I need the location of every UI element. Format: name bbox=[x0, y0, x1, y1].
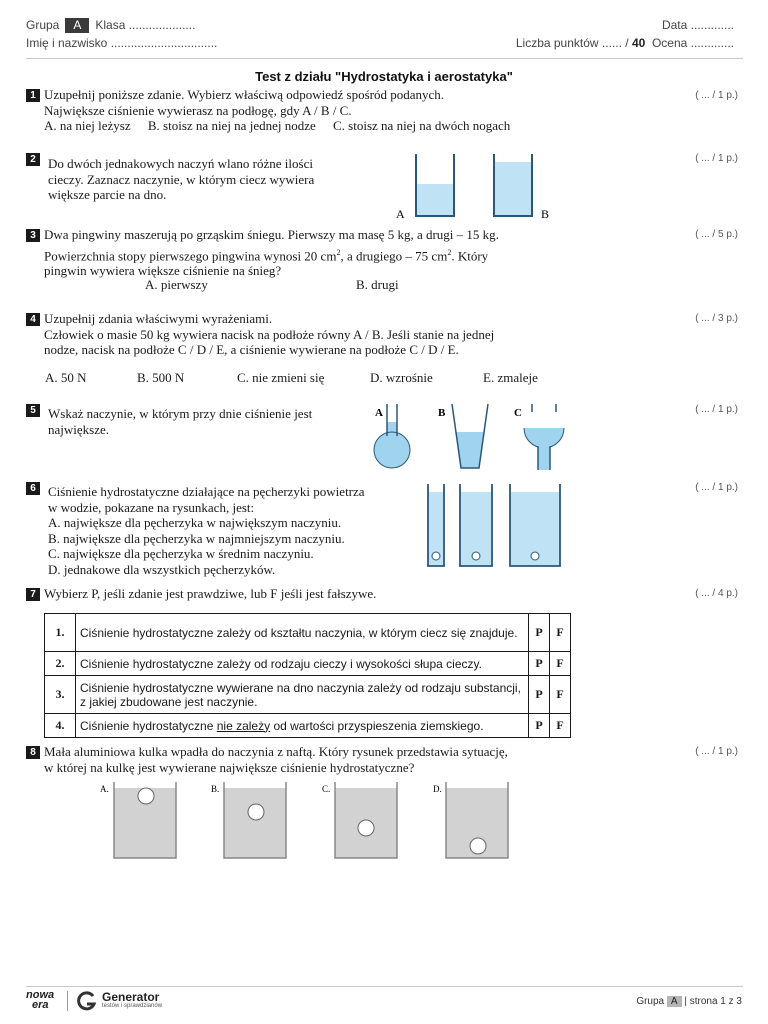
q6-option-c[interactable]: C. największe dla pęcherzyka w średnim naczyniu. bbox=[48, 546, 314, 561]
row-number: 4. bbox=[45, 714, 76, 738]
question-3-line-1: Dwa pingwiny maszerują po grząskim śniegu. Pierwszy ma masę 5 kg, a drugi – 15 kg. bbox=[44, 227, 499, 242]
false-option-cell[interactable]: F bbox=[550, 714, 571, 738]
q6-bubble-small bbox=[432, 552, 440, 560]
q3-l2b: , a drugiego – 75 cm bbox=[340, 247, 448, 263]
ocena-field: Ocena ............. bbox=[651, 36, 734, 50]
q8-vessel-d[interactable] bbox=[446, 782, 508, 858]
grupa-badge: A bbox=[65, 18, 89, 33]
q8-label-c: C. bbox=[322, 784, 331, 794]
q3-l2c: . Który bbox=[451, 247, 489, 263]
punkty-ocena-line bbox=[516, 36, 734, 50]
question-4-line-1: Uzupełnij zdania właściwymi wyrażeniami. bbox=[44, 311, 273, 326]
q8-vessels-figure bbox=[100, 780, 520, 862]
row-4-text-a: Ciśnienie hydrostatyczne bbox=[80, 718, 217, 733]
question-5-text bbox=[48, 406, 312, 437]
row-number: 2. bbox=[45, 652, 76, 676]
q4-option-a[interactable]: A. 50 N bbox=[45, 370, 87, 385]
row-number: 1. bbox=[45, 614, 76, 652]
data-field: Data ............. bbox=[661, 18, 734, 32]
q3-sup-1: 2 bbox=[336, 247, 341, 257]
question-6-text bbox=[48, 484, 365, 577]
q4-option-d[interactable]: D. wzrośnie bbox=[370, 370, 433, 385]
q8-label-a: A. bbox=[100, 784, 109, 794]
q8-vessel-c[interactable] bbox=[335, 782, 397, 858]
q6-bubble-large bbox=[531, 552, 539, 560]
q4-option-c[interactable]: C. nie zmieni się bbox=[237, 370, 325, 385]
question-number-3: 3 bbox=[26, 229, 40, 242]
q5-label-c: C bbox=[514, 407, 522, 419]
nowa-era-logo bbox=[26, 990, 62, 1010]
generator-subtitle: testów i sprawdzianów bbox=[102, 1003, 163, 1009]
row-4-text-b: od wartości przyspieszenia ziemskiego. bbox=[270, 718, 484, 733]
question-number-6: 6 bbox=[26, 482, 40, 495]
question-4-text bbox=[44, 311, 494, 358]
row-statement: Ciśnienie hydrostatyczne zależy od kształtu naczynia, w którym ciecz się znajduje. bbox=[76, 614, 529, 652]
question-4-line-3: nodze, nacisk na podłoże C / D / E, a ciśnienie wywierane na podłoże C / D / E. bbox=[44, 342, 459, 357]
q2-vessels-figure bbox=[396, 150, 556, 224]
q8-label-d: D. bbox=[433, 784, 442, 794]
logo-nowa: nowa bbox=[26, 989, 55, 1001]
true-option-cell[interactable]: P bbox=[529, 652, 550, 676]
q6-option-a[interactable]: A. największe dla pęcherzyka w największym naczyniu. bbox=[48, 515, 342, 530]
q1-option-a[interactable]: A. na niej leżysz bbox=[44, 118, 131, 133]
true-false-table bbox=[44, 613, 571, 738]
question-2-line-1: Do dwóch jednakowych naczyń wlano różne ilości bbox=[48, 156, 313, 171]
false-option-cell[interactable]: F bbox=[550, 676, 571, 714]
q6-vessels-figure bbox=[420, 482, 570, 572]
header-divider bbox=[26, 58, 743, 59]
question-number-2: 2 bbox=[26, 153, 40, 166]
question-3-text bbox=[44, 227, 499, 279]
question-number-1: 1 bbox=[26, 89, 40, 102]
true-option-cell[interactable]: P bbox=[529, 614, 550, 652]
q6-vessel-medium bbox=[460, 484, 492, 566]
true-option-cell[interactable]: P bbox=[529, 714, 550, 738]
liczba-punktow-field: Liczba punktów ...... / bbox=[515, 36, 629, 50]
question-7-text: Wybierz P, jeśli zdanie jest prawdziwe, lub F jeśli jest fałszywe. bbox=[44, 586, 377, 601]
page-info bbox=[636, 996, 742, 1007]
footer-grupa-badge: A bbox=[667, 996, 682, 1007]
q8-vessel-b[interactable] bbox=[224, 782, 286, 858]
false-option-cell[interactable]: F bbox=[550, 614, 571, 652]
q2-vessel-b[interactable] bbox=[494, 154, 532, 216]
question-8-line-2: w której na kulkę jest wywierane największe ciśnienie hydrostatyczne? bbox=[44, 759, 415, 775]
test-title: Test z działu "Hydrostatyka i aerostatyka" bbox=[255, 69, 513, 84]
grupa-label: Grupa bbox=[26, 18, 60, 32]
footer-divider bbox=[26, 986, 743, 987]
q2-label-a: A bbox=[396, 207, 405, 221]
q5-vessel-b[interactable] bbox=[452, 404, 488, 468]
generator-title: Generator bbox=[102, 990, 160, 1004]
table-row bbox=[45, 614, 571, 652]
question-1-line-1: Uzupełnij poniższe zdanie. Wybierz właściwą odpowiedź spośród podanych. bbox=[44, 87, 445, 102]
grupa-klasa-line bbox=[26, 18, 195, 33]
question-1-options bbox=[44, 118, 510, 134]
true-option-cell[interactable]: P bbox=[529, 676, 550, 714]
table-row bbox=[45, 652, 571, 676]
question-6-points: ( ... / 1 p.) bbox=[695, 482, 738, 493]
q8-label-b: B. bbox=[211, 784, 220, 794]
row-statement bbox=[76, 714, 529, 738]
question-2-line-3: większe parcie na dno. bbox=[48, 187, 167, 202]
question-3-points: ( ... / 5 p.) bbox=[695, 229, 738, 240]
q5-vessels-figure bbox=[368, 400, 568, 476]
imie-nazwisko-field: Imię i nazwisko ................................ bbox=[26, 36, 218, 50]
q6-option-b[interactable]: B. największe dla pęcherzyka w najmniejszym naczyniu. bbox=[48, 530, 345, 546]
page-number: | strona 1 z 3 bbox=[684, 996, 742, 1007]
q1-option-b[interactable]: B. stoisz na niej na jednej nodze bbox=[147, 118, 316, 133]
q4-option-b[interactable]: B. 500 N bbox=[137, 370, 185, 385]
q1-option-c[interactable]: C. stoisz na niej na dwóch nogach bbox=[333, 118, 511, 133]
klasa-field: Klasa .................... bbox=[95, 18, 196, 32]
punkty-max: 40 bbox=[631, 36, 646, 50]
question-2-points: ( ... / 1 p.) bbox=[695, 153, 738, 164]
question-number-4: 4 bbox=[26, 313, 40, 326]
logo-era: era bbox=[32, 999, 49, 1011]
question-8-text bbox=[44, 744, 508, 775]
footer-grupa-label: Grupa bbox=[636, 996, 665, 1007]
q5-vessel-c[interactable] bbox=[518, 404, 568, 470]
question-3-line-2 bbox=[44, 245, 499, 264]
question-number-5: 5 bbox=[26, 404, 40, 417]
logo-separator bbox=[67, 991, 68, 1011]
q4-option-e[interactable]: E. zmaleje bbox=[483, 370, 538, 385]
generator-logo-icon bbox=[76, 990, 98, 1012]
question-2-line-2: cieczy. Zaznacz naczynie, w którym ciecz wywiera bbox=[48, 171, 315, 187]
q2-vessel-a[interactable] bbox=[416, 154, 454, 216]
row-statement: Ciśnienie hydrostatyczne zależy od rodzaju cieczy i wysokości słupa cieczy. bbox=[76, 652, 529, 676]
question-number-8: 8 bbox=[26, 746, 40, 759]
question-6-line-1: Ciśnienie hydrostatyczne działające na pęcherzyki powietrza bbox=[48, 484, 365, 499]
q8-vessel-a[interactable] bbox=[114, 782, 176, 858]
q6-bubble-medium bbox=[472, 552, 480, 560]
q3-option-a[interactable]: A. pierwszy bbox=[145, 277, 208, 292]
q3-l2a: Powierzchnia stopy pierwszego pingwina wynosi 20 cm bbox=[44, 247, 337, 263]
question-1-line-2: Największe ciśnienie wywierasz na podłogę, gdy A / B / C. bbox=[44, 102, 352, 118]
q2-label-b: B bbox=[541, 207, 550, 221]
row-number: 3. bbox=[45, 676, 76, 714]
question-3-line-3: pingwin wywiera większe ciśnienie na śnieg? bbox=[44, 263, 282, 279]
table-row bbox=[45, 676, 571, 714]
question-8-line-1: Mała aluminiowa kulka wpadła do naczynia z naftą. Który rysunek przedstawia sytuację, bbox=[44, 744, 508, 759]
q6-option-d[interactable]: D. jednakowe dla wszystkich pęcherzyków. bbox=[48, 561, 276, 577]
q6-vessel-large bbox=[510, 484, 560, 566]
question-4-line-2: Człowiek o masie 50 kg wywiera nacisk na podłoże równy A / B. Jeśli stanie na jednej bbox=[44, 326, 495, 342]
question-4-points: ( ... / 3 p.) bbox=[695, 313, 738, 324]
question-5-line-2: największe. bbox=[48, 421, 110, 437]
q3-option-b[interactable]: B. drugi bbox=[356, 277, 399, 292]
false-option-cell[interactable]: F bbox=[550, 652, 571, 676]
row-4-underlined: nie zależy bbox=[216, 718, 271, 733]
q3-sup-2: 2 bbox=[447, 247, 452, 257]
question-7-points: ( ... / 4 p.) bbox=[695, 588, 738, 599]
question-5-line-1: Wskaż naczynie, w którym przy dnie ciśnienie jest bbox=[48, 406, 313, 421]
q5-label-b: B bbox=[438, 407, 446, 419]
row-statement: Ciśnienie hydrostatyczne wywierane na dno naczynia zależy od rodzaju substancji, z jakiej zbudowane jest naczynie. bbox=[76, 676, 529, 714]
q5-label-a: A bbox=[375, 407, 383, 419]
question-1-text bbox=[44, 87, 510, 134]
question-2-text bbox=[48, 156, 314, 203]
question-number-7: 7 bbox=[26, 588, 40, 601]
q6-vessel-small bbox=[428, 484, 444, 566]
question-8-points: ( ... / 1 p.) bbox=[695, 746, 738, 757]
question-5-points: ( ... / 1 p.) bbox=[695, 404, 738, 415]
table-row bbox=[45, 714, 571, 738]
question-6-line-2: w wodzie, pokazane na rysunkach, jest: bbox=[48, 499, 255, 515]
question-1-points: ( ... / 1 p.) bbox=[695, 90, 738, 101]
